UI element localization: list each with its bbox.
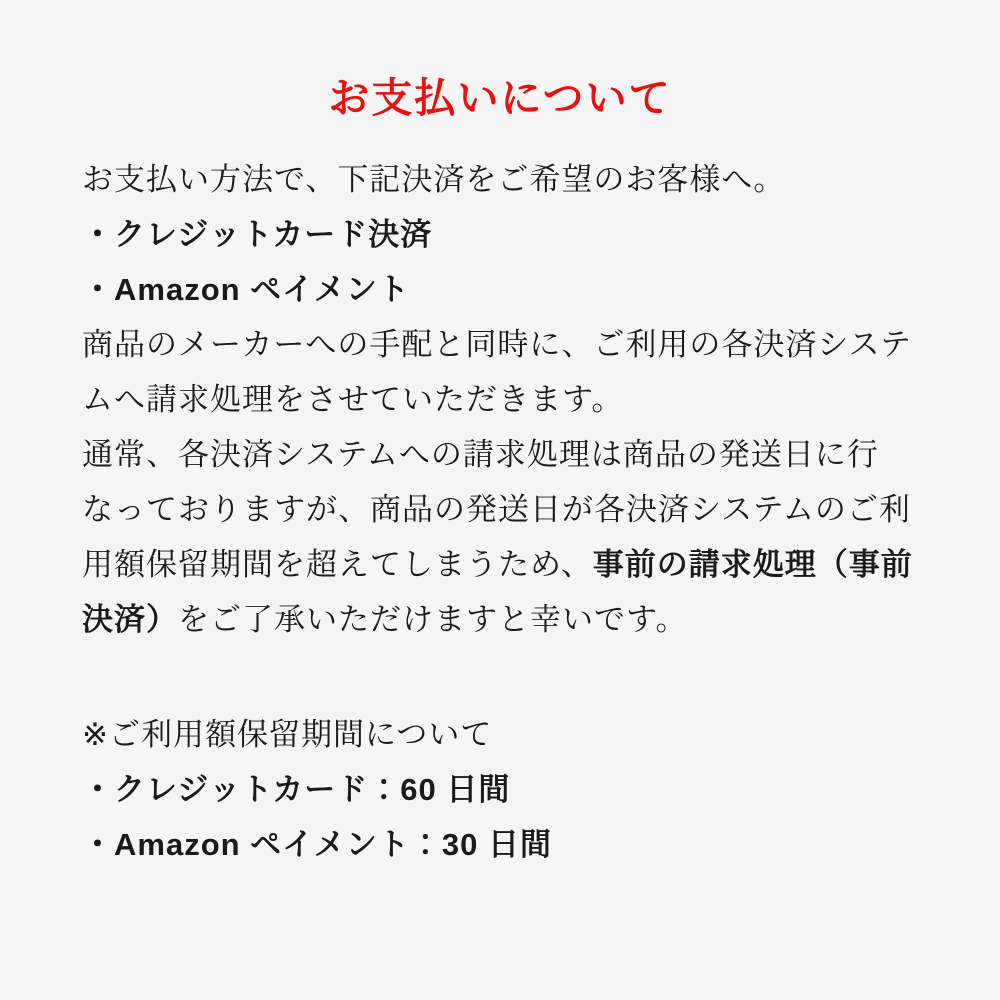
bullet-amazon-payment bbox=[82, 262, 1000, 317]
body-text bbox=[82, 152, 1000, 872]
text-line bbox=[82, 372, 1000, 427]
bullet-credit-card bbox=[82, 207, 1000, 262]
text-segment: ・Amazon ペイメント：30 日間 bbox=[82, 827, 552, 862]
note-heading-hold-period bbox=[82, 707, 1000, 762]
text-segment: 通常、各決済システムへの請求処理は商品の発送日に行 bbox=[82, 437, 879, 472]
text-segment: ※ご利用額保留期間について bbox=[82, 717, 493, 752]
text-segment-emphasis: 決済） bbox=[82, 602, 178, 637]
text-segment: をご了承いただけますと幸いです。 bbox=[178, 602, 688, 637]
paragraph-gap bbox=[82, 647, 1000, 707]
text-segment: なっておりますが、商品の発送日が各決済システムのご利 bbox=[82, 492, 911, 527]
bullet-credit-card-60days bbox=[82, 762, 1000, 817]
text-line bbox=[82, 427, 1000, 482]
text-segment-emphasis: 事前の請求処理（事前 bbox=[592, 547, 913, 582]
text-line bbox=[82, 592, 1000, 647]
text-line-intro bbox=[82, 152, 1000, 207]
text-segment: ムへ請求処理をさせていただきます。 bbox=[82, 382, 624, 417]
text-segment: 用額保留期間を超えてしまうため、 bbox=[82, 547, 593, 582]
text-segment: お支払い方法で、下記決済をご希望のお客様へ。 bbox=[82, 162, 786, 197]
text-line bbox=[82, 317, 1000, 372]
text-line bbox=[82, 482, 1000, 537]
text-segment: ・クレジットカード：60 日間 bbox=[82, 772, 511, 807]
bullet-amazon-payment-30days bbox=[82, 817, 1000, 872]
text-segment: 商品のメーカーへの手配と同時に、ご利用の各決済システ bbox=[82, 327, 912, 362]
text-line bbox=[82, 537, 1000, 592]
page-title: お支払いについて bbox=[328, 75, 672, 121]
text-segment: ・Amazon ペイメント bbox=[82, 272, 410, 307]
text-segment: ・クレジットカード決済 bbox=[82, 217, 433, 252]
